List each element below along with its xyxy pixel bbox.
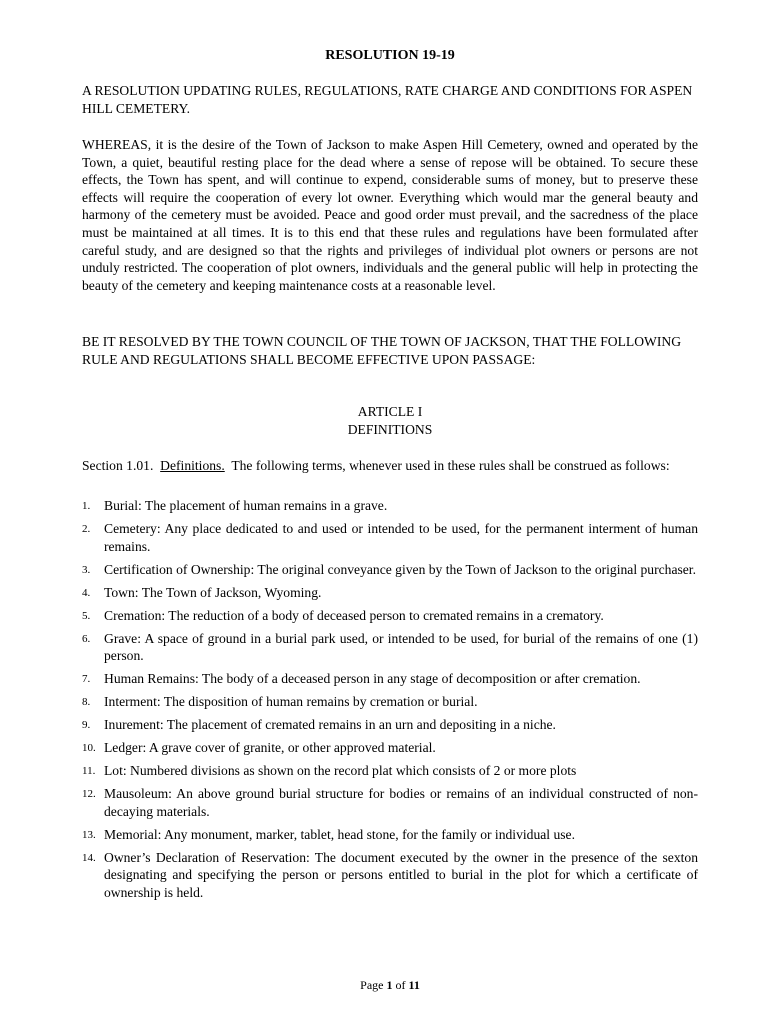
resolved-paragraph: BE IT RESOLVED BY THE TOWN COUNCIL OF THE TOWN OF JACKSON, THAT THE FOLLOWING RULE AND REGULATIONS SHALL BECOME EFFECTIVE UPON PASSAGE:: [82, 334, 682, 367]
definition-number: 6.: [82, 632, 91, 645]
article-heading: [82, 403, 698, 440]
page-current: 1: [386, 978, 393, 992]
definition-item: [82, 785, 698, 820]
definition-text: Interment: The disposition of human remains by cremation or burial.: [104, 694, 478, 710]
section-intro: [82, 457, 698, 475]
definition-item: [82, 630, 698, 665]
definition-text: Human Remains: The body of a deceased person in any stage of decomposition or after cremation.: [104, 671, 641, 687]
article-number: ARTICLE I: [357, 404, 423, 419]
definition-text: Cremation: The reduction of a body of deceased person to cremated remains in a crematory.: [104, 607, 604, 623]
definition-number: 1.: [82, 500, 91, 512]
definition-item: [82, 739, 698, 757]
resolution-heading: A RESOLUTION UPDATING RULES, REGULATIONS, RATE CHARGE AND CONDITIONS FOR ASPEN HILL CEMETERY.: [82, 83, 693, 116]
definition-text: Mausoleum: An above ground burial structure for bodies or remains of an individual constructed of non-decaying materials.: [104, 786, 698, 819]
definition-number: 5.: [82, 609, 91, 622]
definition-item: [82, 693, 698, 711]
definition-text: Inurement: The placement of cremated remains in an urn and depositing in a niche.: [104, 717, 556, 733]
definition-number: 8.: [82, 696, 91, 709]
definition-text: Town: The Town of Jackson, Wyoming.: [104, 584, 322, 600]
definition-number: 3.: [82, 563, 91, 576]
definition-number: 10.: [82, 742, 96, 755]
definition-item: [82, 607, 698, 625]
definition-item: [82, 561, 698, 579]
definition-text: Certification of Ownership: The original conveyance given by the Town of Jackson to the original purchaser.: [104, 561, 696, 577]
definition-number: 14.: [82, 851, 96, 864]
definition-item: [82, 497, 698, 515]
document-page: [82, 0, 698, 1024]
definition-number: 4.: [82, 586, 91, 599]
whereas-paragraph: WHEREAS, it is the desire of the Town of Jackson to make Aspen Hill Cemetery, owned and operated by the Town, a quiet, beautiful resting place for the dead where a sense of repose will be obtained. To secure these effects, the Town has spent, and will continue to expend, considerable sums of money, but to preserve these effects will require the cooperation of every lot owner. Everything which would mar the general beauty and harmony of the cemetery must be avoided. Peace and good order must prevail, and the sacredness of the place must be maintained at all times. It is to this end that these rules and regulations have been formulated after careful study, and are designed so that the rights and privileges of individual plot owners or persons are not unduly restricted. The cooperation of plot owners, individuals and the general public will help in protecting the beauty of the cemetery and keeping maintenance costs at a reasonable level.: [82, 137, 698, 293]
definition-item: [82, 762, 698, 780]
resolution-title: RESOLUTION 19-19: [325, 48, 455, 63]
section-intro-text: The following terms, whenever used in these rules shall be construed as follows:: [231, 458, 670, 473]
definition-item: [82, 670, 698, 688]
definition-number: 9.: [82, 719, 91, 732]
definition-item: [82, 849, 698, 902]
definition-item: [82, 520, 698, 555]
definitions-list: [82, 497, 698, 907]
definition-text: Owner’s Declaration of Reservation: The document executed by the owner in the presence of the sexton designating and specifying the person or persons entitled to burial in the plot for which a certificate of ownership is held.: [104, 849, 698, 900]
definition-text: Memorial: Any monument, marker, tablet, head stone, for the family or individual use.: [104, 826, 575, 842]
article-title: DEFINITIONS: [347, 422, 433, 438]
definition-text: Grave: A space of ground in a burial park used, or intended to be used, for burial of the remains of one (1) person.: [104, 630, 698, 664]
of-word: of: [395, 978, 406, 992]
section-label: Section 1.01.: [82, 458, 154, 473]
definition-number: 12.: [82, 788, 96, 801]
definition-text: Burial: The placement of human remains in a grave.: [104, 498, 388, 513]
definition-item: [82, 584, 698, 602]
definition-text: Lot: Numbered divisions as shown on the record plat which consists of 2 or more plots: [104, 763, 577, 779]
definition-text: Cemetery: Any place dedicated to and used or intended to be used, for the permanent interment of human remains.: [104, 520, 698, 554]
definition-number: 11.: [82, 765, 96, 778]
section-heading: Definitions.: [160, 458, 225, 473]
page-footer: [82, 977, 698, 995]
definition-number: 2.: [82, 522, 91, 535]
page-word: Page: [360, 978, 384, 992]
definition-text: Ledger: A grave cover of granite, or other approved material.: [104, 740, 436, 756]
page-total: 11: [408, 978, 420, 992]
definition-item: [82, 826, 698, 844]
definition-number: 7.: [82, 673, 91, 686]
definition-number: 13.: [82, 828, 96, 841]
definition-item: [82, 716, 698, 734]
